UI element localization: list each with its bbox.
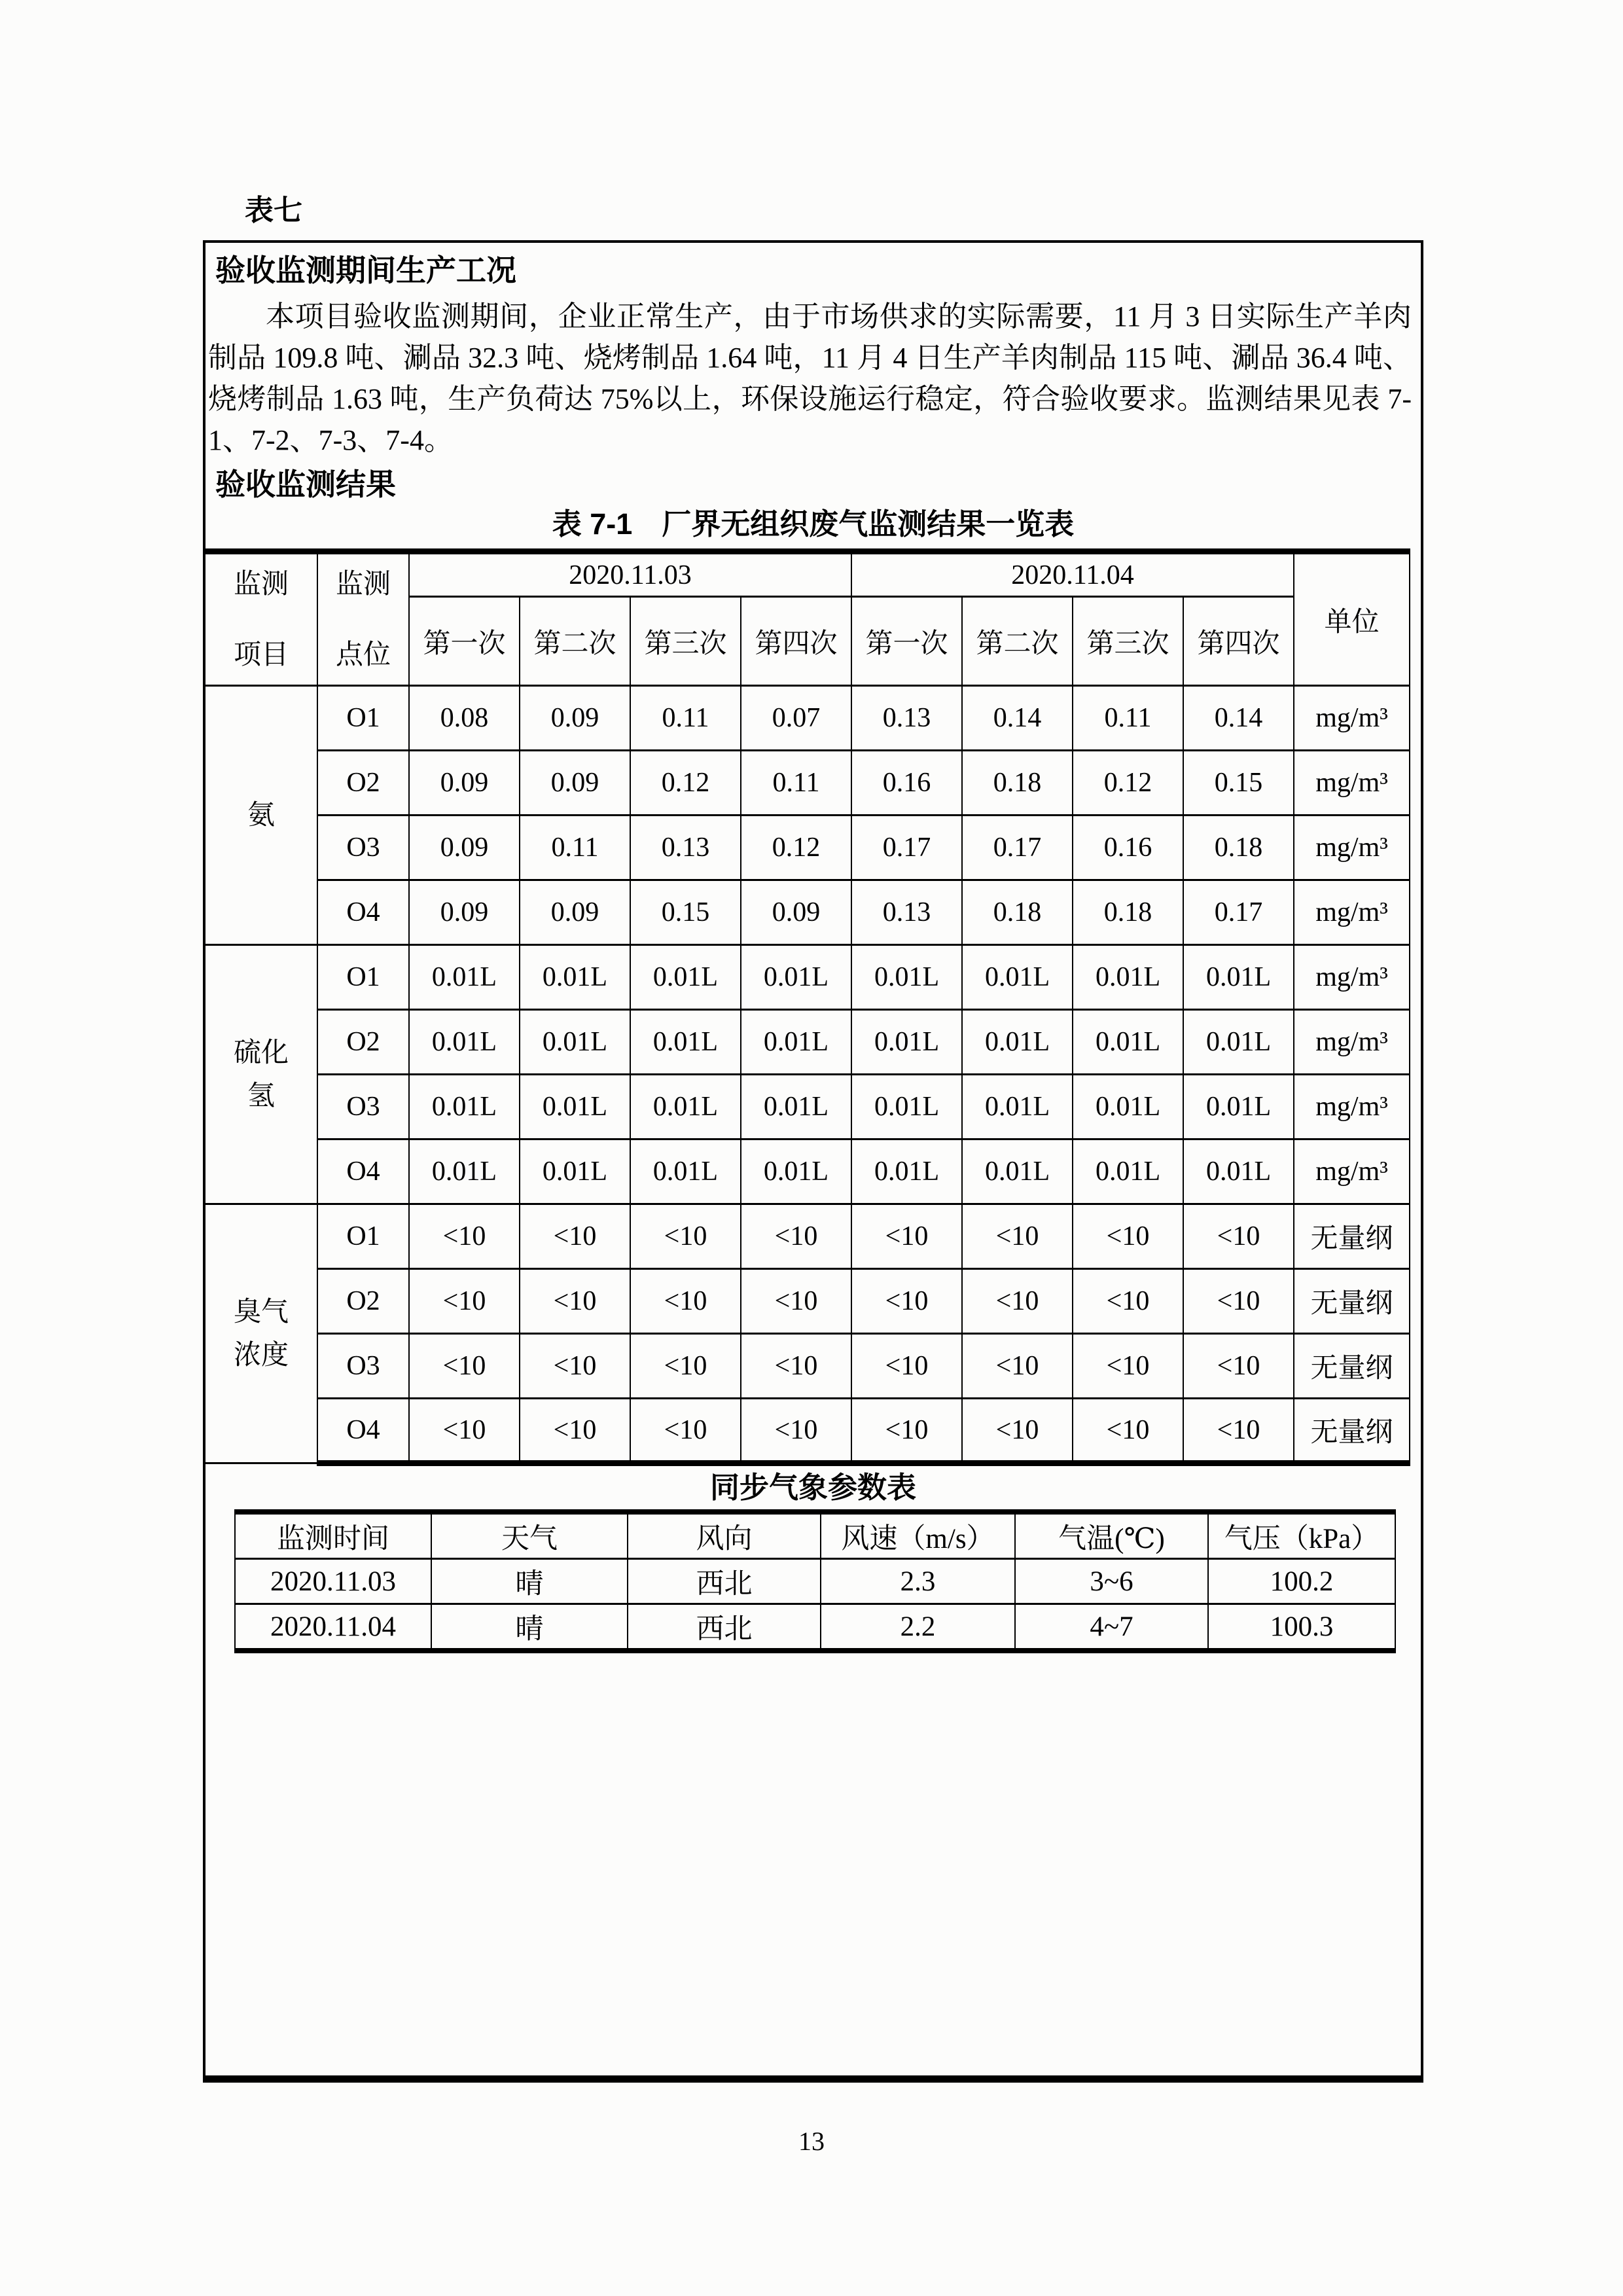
value-cell: 0.18 bbox=[1073, 880, 1183, 945]
weather-header: 风速（m/s） bbox=[821, 1512, 1015, 1559]
value-cell: <10 bbox=[1073, 1334, 1183, 1399]
table-row bbox=[205, 1269, 1410, 1334]
value-cell: <10 bbox=[520, 1334, 630, 1399]
unit-cell: 无量纲 bbox=[1294, 1399, 1410, 1463]
value-cell: 0.01L bbox=[409, 1075, 520, 1139]
value-cell: 0.01L bbox=[962, 1139, 1073, 1204]
point-cell: O2 bbox=[317, 1269, 409, 1334]
value-cell: <10 bbox=[851, 1269, 962, 1334]
value-cell: 0.01L bbox=[520, 1010, 630, 1075]
pollutant-label-line: 硫化 bbox=[233, 1037, 289, 1068]
value-cell: 0.12 bbox=[630, 751, 741, 816]
pollutant-label-line: 氨 bbox=[247, 800, 275, 831]
header-run: 第一次 bbox=[851, 597, 962, 686]
value-cell: <10 bbox=[630, 1269, 741, 1334]
table-header-row-dates bbox=[205, 552, 1410, 597]
unit-cell: 无量纲 bbox=[1294, 1204, 1410, 1269]
table-row bbox=[205, 1139, 1410, 1204]
header-run: 第一次 bbox=[409, 597, 520, 686]
value-cell: <10 bbox=[851, 1334, 962, 1399]
point-cell: O4 bbox=[317, 1399, 409, 1463]
header-run: 第四次 bbox=[1183, 597, 1294, 686]
value-cell: 0.18 bbox=[1183, 816, 1294, 880]
value-cell: <10 bbox=[409, 1334, 520, 1399]
value-cell: <10 bbox=[741, 1204, 851, 1269]
weather-cell: 西北 bbox=[628, 1604, 821, 1651]
value-cell: 0.01L bbox=[630, 1075, 741, 1139]
pollutant-label bbox=[205, 686, 317, 945]
content-box bbox=[203, 240, 1423, 2083]
header-run: 第二次 bbox=[962, 597, 1073, 686]
weather-cell: 100.3 bbox=[1208, 1604, 1395, 1651]
value-cell: 0.14 bbox=[962, 686, 1073, 751]
header-point-line1: 监测 bbox=[335, 569, 391, 600]
header-item-line1: 监测 bbox=[233, 569, 289, 600]
value-cell: 0.01L bbox=[1073, 1010, 1183, 1075]
value-cell: <10 bbox=[962, 1399, 1073, 1463]
value-cell: <10 bbox=[851, 1204, 962, 1269]
value-cell: 0.01L bbox=[1183, 1010, 1294, 1075]
header-item-line2: 项目 bbox=[233, 639, 289, 670]
value-cell: <10 bbox=[1183, 1269, 1294, 1334]
weather-cell: 4~7 bbox=[1015, 1604, 1208, 1651]
value-cell: 0.01L bbox=[851, 1075, 962, 1139]
unit-cell: 无量纲 bbox=[1294, 1269, 1410, 1334]
value-cell: 0.01L bbox=[520, 945, 630, 1010]
weather-cell: 晴 bbox=[431, 1604, 628, 1651]
pollutant-label bbox=[205, 1204, 317, 1463]
value-cell: 0.01L bbox=[1183, 945, 1294, 1010]
point-cell: O2 bbox=[317, 751, 409, 816]
header-run: 第四次 bbox=[741, 597, 851, 686]
point-cell: O2 bbox=[317, 1010, 409, 1075]
value-cell: <10 bbox=[1073, 1204, 1183, 1269]
unit-cell: mg/m³ bbox=[1294, 751, 1410, 816]
value-cell: <10 bbox=[630, 1334, 741, 1399]
value-cell: 0.01L bbox=[409, 945, 520, 1010]
value-cell: 0.09 bbox=[409, 751, 520, 816]
weather-header: 监测时间 bbox=[235, 1512, 431, 1559]
value-cell: <10 bbox=[741, 1399, 851, 1463]
value-cell: 0.01L bbox=[409, 1139, 520, 1204]
header-unit-column: 单位 bbox=[1294, 552, 1410, 686]
weather-cell: 2020.11.04 bbox=[235, 1604, 431, 1651]
header-item-column bbox=[205, 552, 317, 686]
unit-cell: mg/m³ bbox=[1294, 686, 1410, 751]
value-cell: 0.01L bbox=[409, 1010, 520, 1075]
value-cell: 0.01L bbox=[1073, 1139, 1183, 1204]
table-row bbox=[205, 945, 1410, 1010]
header-point-line2: 点位 bbox=[335, 639, 391, 670]
value-cell: <10 bbox=[630, 1204, 741, 1269]
pollutant-label bbox=[205, 945, 317, 1204]
weather-header-row bbox=[235, 1512, 1395, 1559]
value-cell: 0.01L bbox=[851, 1010, 962, 1075]
value-cell: 0.09 bbox=[520, 686, 630, 751]
value-cell: <10 bbox=[741, 1269, 851, 1334]
value-cell: 0.11 bbox=[630, 686, 741, 751]
weather-table-title: 同步气象参数表 bbox=[709, 1471, 916, 1504]
value-cell: 0.09 bbox=[409, 880, 520, 945]
table71-title: 表 7-1 厂界无组织废气监测结果一览表 bbox=[552, 507, 1075, 541]
weather-cell: 2.3 bbox=[821, 1559, 1015, 1604]
value-cell: 0.13 bbox=[630, 816, 741, 880]
value-cell: 0.08 bbox=[409, 686, 520, 751]
monitoring-results-table bbox=[204, 548, 1410, 1466]
point-cell: O3 bbox=[317, 1075, 409, 1139]
value-cell: 0.01L bbox=[1183, 1075, 1294, 1139]
value-cell: 0.01L bbox=[962, 1075, 1073, 1139]
weather-cell: 2020.11.03 bbox=[235, 1559, 431, 1604]
value-cell: <10 bbox=[962, 1204, 1073, 1269]
pollutant-label-line: 臭气 bbox=[233, 1297, 289, 1327]
value-cell: 0.01L bbox=[630, 1139, 741, 1204]
value-cell: 0.17 bbox=[851, 816, 962, 880]
section-heading-production: 验收监测期间生产工况 bbox=[215, 253, 516, 287]
unit-cell: mg/m³ bbox=[1294, 1139, 1410, 1204]
value-cell: 0.11 bbox=[520, 816, 630, 880]
value-cell: 0.15 bbox=[630, 880, 741, 945]
value-cell: 0.09 bbox=[409, 816, 520, 880]
pollutant-label-line: 浓度 bbox=[233, 1340, 289, 1371]
value-cell: 0.01L bbox=[741, 945, 851, 1010]
point-cell: O3 bbox=[317, 1334, 409, 1399]
table-row bbox=[205, 1010, 1410, 1075]
section-heading-results: 验收监测结果 bbox=[215, 467, 396, 501]
value-cell: <10 bbox=[1183, 1204, 1294, 1269]
value-cell: <10 bbox=[962, 1269, 1073, 1334]
weather-cell: 西北 bbox=[628, 1559, 821, 1604]
value-cell: 0.01L bbox=[962, 945, 1073, 1010]
point-cell: O3 bbox=[317, 816, 409, 880]
header-run: 第三次 bbox=[630, 597, 741, 686]
value-cell: <10 bbox=[1183, 1334, 1294, 1399]
value-cell: 0.01L bbox=[1183, 1139, 1294, 1204]
table-row bbox=[205, 686, 1410, 751]
value-cell: <10 bbox=[520, 1269, 630, 1334]
value-cell: 0.17 bbox=[962, 816, 1073, 880]
weather-cell: 3~6 bbox=[1015, 1559, 1208, 1604]
value-cell: <10 bbox=[741, 1334, 851, 1399]
value-cell: 0.09 bbox=[520, 880, 630, 945]
value-cell: <10 bbox=[1183, 1399, 1294, 1463]
value-cell: 0.15 bbox=[1183, 751, 1294, 816]
header-run: 第二次 bbox=[520, 597, 630, 686]
value-cell: <10 bbox=[409, 1399, 520, 1463]
value-cell: 0.11 bbox=[741, 751, 851, 816]
value-cell: <10 bbox=[1073, 1399, 1183, 1463]
value-cell: 0.12 bbox=[1073, 751, 1183, 816]
page-label: 表七 bbox=[245, 194, 302, 226]
header-date-1: 2020.11.03 bbox=[409, 552, 851, 597]
value-cell: 0.12 bbox=[741, 816, 851, 880]
table-row bbox=[205, 751, 1410, 816]
weather-header: 气压（kPa） bbox=[1208, 1512, 1395, 1559]
header-date-2: 2020.11.04 bbox=[851, 552, 1294, 597]
weather-cell: 2.2 bbox=[821, 1604, 1015, 1651]
value-cell: 0.18 bbox=[962, 751, 1073, 816]
weather-cell: 晴 bbox=[431, 1559, 628, 1604]
header-point-column bbox=[317, 552, 409, 686]
table-row bbox=[205, 1075, 1410, 1139]
value-cell: 0.18 bbox=[962, 880, 1073, 945]
value-cell: 0.01L bbox=[1073, 1075, 1183, 1139]
value-cell: <10 bbox=[630, 1399, 741, 1463]
weather-table bbox=[234, 1509, 1396, 1653]
value-cell: <10 bbox=[409, 1269, 520, 1334]
table-row bbox=[205, 1334, 1410, 1399]
value-cell: 0.01L bbox=[741, 1010, 851, 1075]
value-cell: 0.11 bbox=[1073, 686, 1183, 751]
value-cell: 0.09 bbox=[741, 880, 851, 945]
value-cell: 0.16 bbox=[851, 751, 962, 816]
value-cell: 0.01L bbox=[851, 945, 962, 1010]
value-cell: 0.17 bbox=[1183, 880, 1294, 945]
unit-cell: mg/m³ bbox=[1294, 1010, 1410, 1075]
value-cell: <10 bbox=[962, 1334, 1073, 1399]
value-cell: <10 bbox=[520, 1204, 630, 1269]
table-row bbox=[205, 816, 1410, 880]
value-cell: 0.01L bbox=[741, 1075, 851, 1139]
point-cell: O1 bbox=[317, 945, 409, 1010]
unit-cell: mg/m³ bbox=[1294, 945, 1410, 1010]
value-cell: <10 bbox=[851, 1399, 962, 1463]
unit-cell: mg/m³ bbox=[1294, 1075, 1410, 1139]
value-cell: 0.16 bbox=[1073, 816, 1183, 880]
value-cell: 0.01L bbox=[741, 1139, 851, 1204]
weather-header: 风向 bbox=[628, 1512, 821, 1559]
value-cell: 0.01L bbox=[851, 1139, 962, 1204]
value-cell: <10 bbox=[520, 1399, 630, 1463]
value-cell: <10 bbox=[409, 1204, 520, 1269]
production-paragraph: 本项目验收监测期间，企业正常生产，由于市场供求的实际需要，11 月 3 日实际生产羊肉制品 109.8 吨、涮品 32.3 吨、烧烤制品 1.64 吨，11 月 4 日生产羊肉制品 115 吨、涮品 36.4 吨、烧烤制品 1.63 吨，生产负荷达 75%以上，环保设施运行稳定，符合验收要求。监测结果见表 7-1、7-2、7-3、7-4。 bbox=[208, 300, 1412, 456]
value-cell: 0.01L bbox=[630, 945, 741, 1010]
unit-cell: 无量纲 bbox=[1294, 1334, 1410, 1399]
value-cell: 0.01L bbox=[630, 1010, 741, 1075]
unit-cell: mg/m³ bbox=[1294, 880, 1410, 945]
value-cell: 0.09 bbox=[520, 751, 630, 816]
pollutant-label-line: 氢 bbox=[247, 1081, 275, 1111]
weather-header: 天气 bbox=[431, 1512, 628, 1559]
weather-header: 气温(℃) bbox=[1015, 1512, 1208, 1559]
header-run: 第三次 bbox=[1073, 597, 1183, 686]
value-cell: 0.01L bbox=[962, 1010, 1073, 1075]
value-cell: 0.13 bbox=[851, 880, 962, 945]
point-cell: O4 bbox=[317, 1139, 409, 1204]
value-cell: 0.13 bbox=[851, 686, 962, 751]
value-cell: 0.14 bbox=[1183, 686, 1294, 751]
value-cell: 0.01L bbox=[1073, 945, 1183, 1010]
point-cell: O4 bbox=[317, 880, 409, 945]
value-cell: 0.07 bbox=[741, 686, 851, 751]
value-cell: 0.01L bbox=[520, 1139, 630, 1204]
value-cell: <10 bbox=[1073, 1269, 1183, 1334]
unit-cell: mg/m³ bbox=[1294, 816, 1410, 880]
value-cell: 0.01L bbox=[520, 1075, 630, 1139]
table-row bbox=[205, 1204, 1410, 1269]
weather-row bbox=[235, 1604, 1395, 1651]
table-row bbox=[205, 880, 1410, 945]
weather-row bbox=[235, 1559, 1395, 1604]
table-row bbox=[205, 1399, 1410, 1463]
point-cell: O1 bbox=[317, 686, 409, 751]
page-number: 13 bbox=[798, 2126, 825, 2156]
point-cell: O1 bbox=[317, 1204, 409, 1269]
weather-cell: 100.2 bbox=[1208, 1559, 1395, 1604]
